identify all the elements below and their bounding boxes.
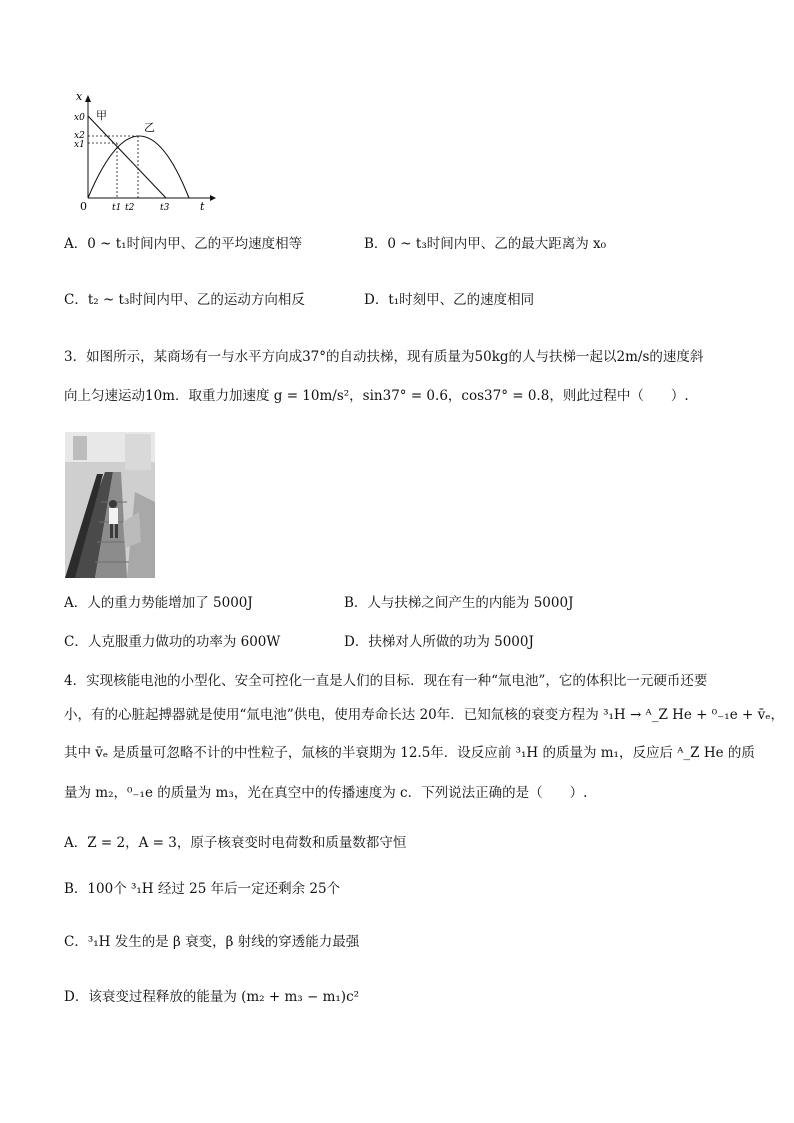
q4-stem-line-3: 其中 v̄ₑ 是质量可忽略不计的中性粒子，氚核的半衰期为 12.5年．设反应前 ³₁H 的质量为 m₁，反应后 ᴬ_Z He 的质 — [64, 745, 755, 761]
tick-x2: x2 — [74, 131, 85, 141]
origin-label: 0 — [80, 200, 87, 213]
t-axis-arrow — [210, 195, 216, 201]
escalator-photo — [65, 432, 155, 578]
tick-t1: t1 — [112, 203, 122, 213]
q3-stem-line-1: 3．如图所示，某商场有一与水平方向成37°的自动扶梯，现有质量为50kg的人与扶梯一起以2m/s的速度斜 — [64, 349, 704, 365]
x-axis-label: x — [76, 90, 83, 103]
tick-t3: t3 — [160, 203, 170, 213]
q4-stem-line-2: 小，有的心脏起搏器就是使用“氚电池”供电，使用寿命长达 20年．已知氚核的衰变方程为 ³₁H → ᴬ_Z He + ⁰₋₁e + v̄ₑ， — [64, 707, 784, 723]
q3-option-b: B．人与扶梯之间产生的内能为 5000J — [344, 595, 574, 611]
q2-option-a: A．0 ~ t₁时间内甲、乙的平均速度相等 — [64, 236, 303, 252]
q3-option-c: C．人克服重力做功的功率为 600W — [64, 634, 281, 650]
q2-option-d: D．t₁时刻甲、乙的速度相同 — [364, 292, 535, 308]
q4-stem-line-1: 4．实现核能电池的小型化、安全可控化一直是人们的目标．现在有一种“氚电池”，它的体积比一元硬币还要 — [64, 673, 708, 689]
q3-option-a: A．人的重力势能增加了 5000J — [64, 595, 253, 611]
label-yi: 乙 — [144, 121, 155, 134]
t-axis-label: t — [200, 200, 205, 213]
q2-option-b: B．0 ~ t₃时间内甲、乙的最大距离为 x₀ — [364, 236, 607, 252]
tick-t2: t2 — [125, 203, 135, 213]
q2-option-c: C．t₂ ~ t₃时间内甲、乙的运动方向相反 — [64, 292, 305, 308]
label-jia: 甲 — [96, 109, 107, 122]
q4-option-a: A．Z = 2，A = 3，原子核衰变时电荷数和质量数都守恒 — [64, 835, 407, 851]
tick-x1: x1 — [74, 140, 85, 150]
xt-graph — [62, 86, 222, 216]
q4-option-c: C．³₁H 发生的是 β 衰变，β 射线的穿透能力最强 — [64, 934, 360, 950]
q4-option-d: D．该衰变过程释放的能量为 (m₂ + m₃ − m₁)c² — [64, 989, 360, 1005]
q3-option-d: D．扶梯对人所做的功为 5000J — [344, 634, 534, 650]
curve-yi — [88, 136, 189, 198]
q3-stem-line-2: 向上匀速运动10m．取重力加速度 g = 10m/s²，sin37° = 0.6，cos37° = 0.8，则此过程中（ ）. — [64, 388, 689, 404]
tick-x0: x0 — [74, 113, 85, 123]
x-axis-arrow — [85, 95, 91, 102]
q4-option-b: B．100个 ³₁H 经过 25 年后一定还剩余 25个 — [64, 881, 341, 897]
q4-stem-line-4: 量为 m₂，⁰₋₁e 的质量为 m₃，光在真空中的传播速度为 c．下列说法正确的是（ ）. — [64, 785, 588, 801]
